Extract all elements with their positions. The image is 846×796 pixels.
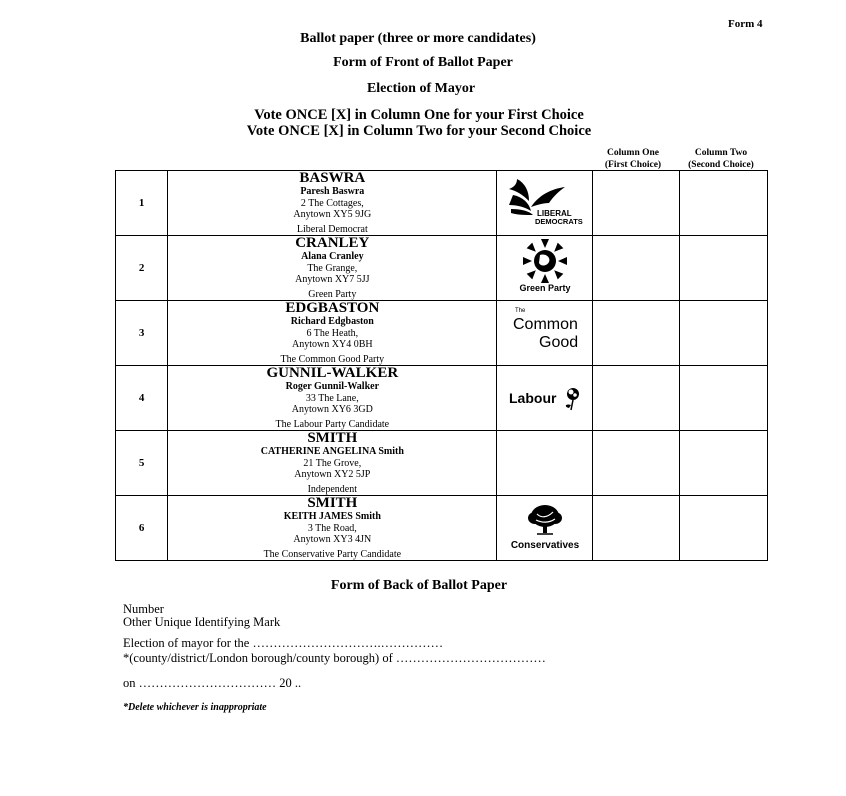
candidate-details: [168, 236, 497, 301]
first-choice-box[interactable]: [592, 366, 680, 431]
common-good-logo: [503, 303, 587, 359]
column-two-header: [678, 147, 764, 171]
party-emblem-cell: [497, 496, 593, 561]
first-choice-box[interactable]: [592, 171, 680, 236]
party-emblem-cell-empty: [497, 431, 593, 496]
candidate-address-line1: 3 The Road,: [307, 522, 357, 534]
second-choice-box[interactable]: [680, 431, 768, 496]
common-good-logo-line2: Good: [538, 333, 578, 351]
second-choice-box[interactable]: [680, 236, 768, 301]
candidate-address-line2: Anytown XY7 5JJ: [295, 274, 370, 285]
candidate-surname: GUNNIL-WALKER: [266, 365, 399, 381]
party-emblem-cell: [497, 301, 593, 366]
labour-logo-text: Labour: [508, 389, 557, 406]
county-line: *(county/district/London borough/county borough) of ………………………………: [123, 651, 546, 665]
candidate-address-line2: Anytown XY3 4JN: [293, 534, 372, 545]
oak-tree-icon: [528, 505, 562, 534]
back-title: Form of Back of Ballot Paper: [330, 578, 508, 593]
candidate-row: [116, 366, 768, 431]
candidate-row: [116, 431, 768, 496]
conservatives-logo-text: Conservatives: [510, 539, 579, 551]
candidate-address-line2: Anytown XY4 0BH: [292, 339, 373, 350]
candidate-address-line1: The Grange,: [307, 262, 358, 274]
candidate-party: The Common Good Party: [280, 353, 385, 365]
candidate-full-name: Richard Edgbaston: [290, 316, 374, 327]
rose-icon: [565, 388, 578, 410]
candidate-party: Liberal Democrat: [296, 223, 368, 235]
second-choice-box[interactable]: [680, 496, 768, 561]
conservatives-logo: [503, 498, 587, 554]
common-good-logo-the: The: [514, 307, 525, 314]
green-logo-text: Green Party: [519, 282, 571, 293]
first-choice-box[interactable]: [592, 236, 680, 301]
party-emblem-cell: [497, 171, 593, 236]
column-one-label: Column One: [607, 148, 659, 158]
candidate-party: Independent: [307, 483, 358, 495]
green-party-logo: [503, 237, 587, 295]
candidate-details: [168, 496, 497, 561]
candidate-number: 3: [116, 301, 168, 366]
instruction-first-choice: Vote ONCE [X] in Column One for your First Choice: [254, 107, 584, 123]
libdem-logo-line1: LIBERAL: [536, 208, 572, 218]
candidate-surname: CRANLEY: [295, 235, 370, 251]
candidate-details: [168, 366, 497, 431]
instruction-second-choice: Vote ONCE [X] in Column Two for your Second Choice: [246, 123, 592, 139]
libdem-logo-line2: DEMOCRATS: [534, 216, 583, 226]
candidate-party: Green Party: [308, 288, 357, 300]
date-line: on …………………………… 20 ..: [123, 676, 302, 690]
candidate-full-name: Alana Cranley: [301, 251, 364, 262]
candidate-full-name: CATHERINE ANGELINA Smith: [260, 446, 404, 457]
candidate-full-name: KEITH JAMES Smith: [283, 511, 381, 522]
second-choice-box[interactable]: [680, 366, 768, 431]
front-title: Form of Front of Ballot Paper: [333, 55, 513, 70]
election-line: Election of mayor for the ………………………….……………: [123, 636, 444, 650]
number-label: Number: [123, 602, 164, 616]
candidate-surname: EDGBASTON: [285, 300, 380, 316]
candidate-details: [168, 171, 497, 236]
candidate-party: The Labour Party Candidate: [275, 418, 390, 430]
candidate-surname: SMITH: [307, 430, 358, 446]
second-choice-box[interactable]: [680, 301, 768, 366]
candidate-surname: BASWRA: [299, 170, 366, 186]
common-good-logo-line1: Common: [512, 315, 578, 333]
candidate-address-line1: 2 The Cottages,: [300, 197, 364, 209]
candidate-number: 2: [116, 236, 168, 301]
candidate-row: [116, 236, 768, 301]
party-emblem-cell: [497, 366, 593, 431]
candidate-address-line1: 6 The Heath,: [306, 327, 359, 339]
second-choice-box[interactable]: [680, 171, 768, 236]
first-choice-box[interactable]: [592, 301, 680, 366]
identifying-mark-label: Other Unique Identifying Mark: [123, 615, 281, 629]
delete-note: *Delete whichever is inappropriate: [123, 702, 267, 713]
candidate-full-name: Roger Gunnil-Walker: [285, 381, 380, 392]
column-two-sublabel: (Second Choice): [688, 160, 754, 170]
candidate-row: [116, 171, 768, 236]
labour-logo: [503, 376, 587, 416]
election-title: Election of Mayor: [366, 81, 476, 96]
candidate-number: 6: [116, 496, 168, 561]
candidate-address-line2: Anytown XY6 3GD: [291, 404, 373, 415]
candidate-address-line1: 21 The Grove,: [303, 457, 362, 469]
voting-instructions: [19, 107, 819, 139]
candidate-row: [116, 496, 768, 561]
candidate-address-line1: 33 The Lane,: [305, 392, 359, 404]
candidate-details: [168, 301, 497, 366]
column-one-sublabel: (First Choice): [604, 160, 662, 170]
candidate-full-name: Paresh Baswra: [300, 186, 365, 197]
candidate-number: 4: [116, 366, 168, 431]
ballot-type-title: Ballot paper (three or more candidates): [300, 31, 536, 46]
liberal-democrats-logo: [503, 173, 587, 229]
candidate-number: 1: [116, 171, 168, 236]
candidate-details: [168, 431, 497, 496]
first-choice-box[interactable]: [592, 496, 680, 561]
party-emblem-cell: [497, 236, 593, 301]
candidate-surname: SMITH: [307, 495, 358, 511]
column-one-header: [590, 147, 676, 171]
candidate-party: The Conservative Party Candidate: [263, 548, 402, 560]
candidate-address-line2: Anytown XY5 9JG: [293, 209, 372, 220]
ballot-table: [115, 170, 768, 561]
candidate-address-line2: Anytown XY2 5JP: [294, 469, 371, 480]
candidate-number: 5: [116, 431, 168, 496]
candidate-row: [116, 301, 768, 366]
first-choice-box[interactable]: [592, 431, 680, 496]
form-number: Form 4: [728, 18, 763, 30]
column-two-label: Column Two: [694, 148, 748, 158]
